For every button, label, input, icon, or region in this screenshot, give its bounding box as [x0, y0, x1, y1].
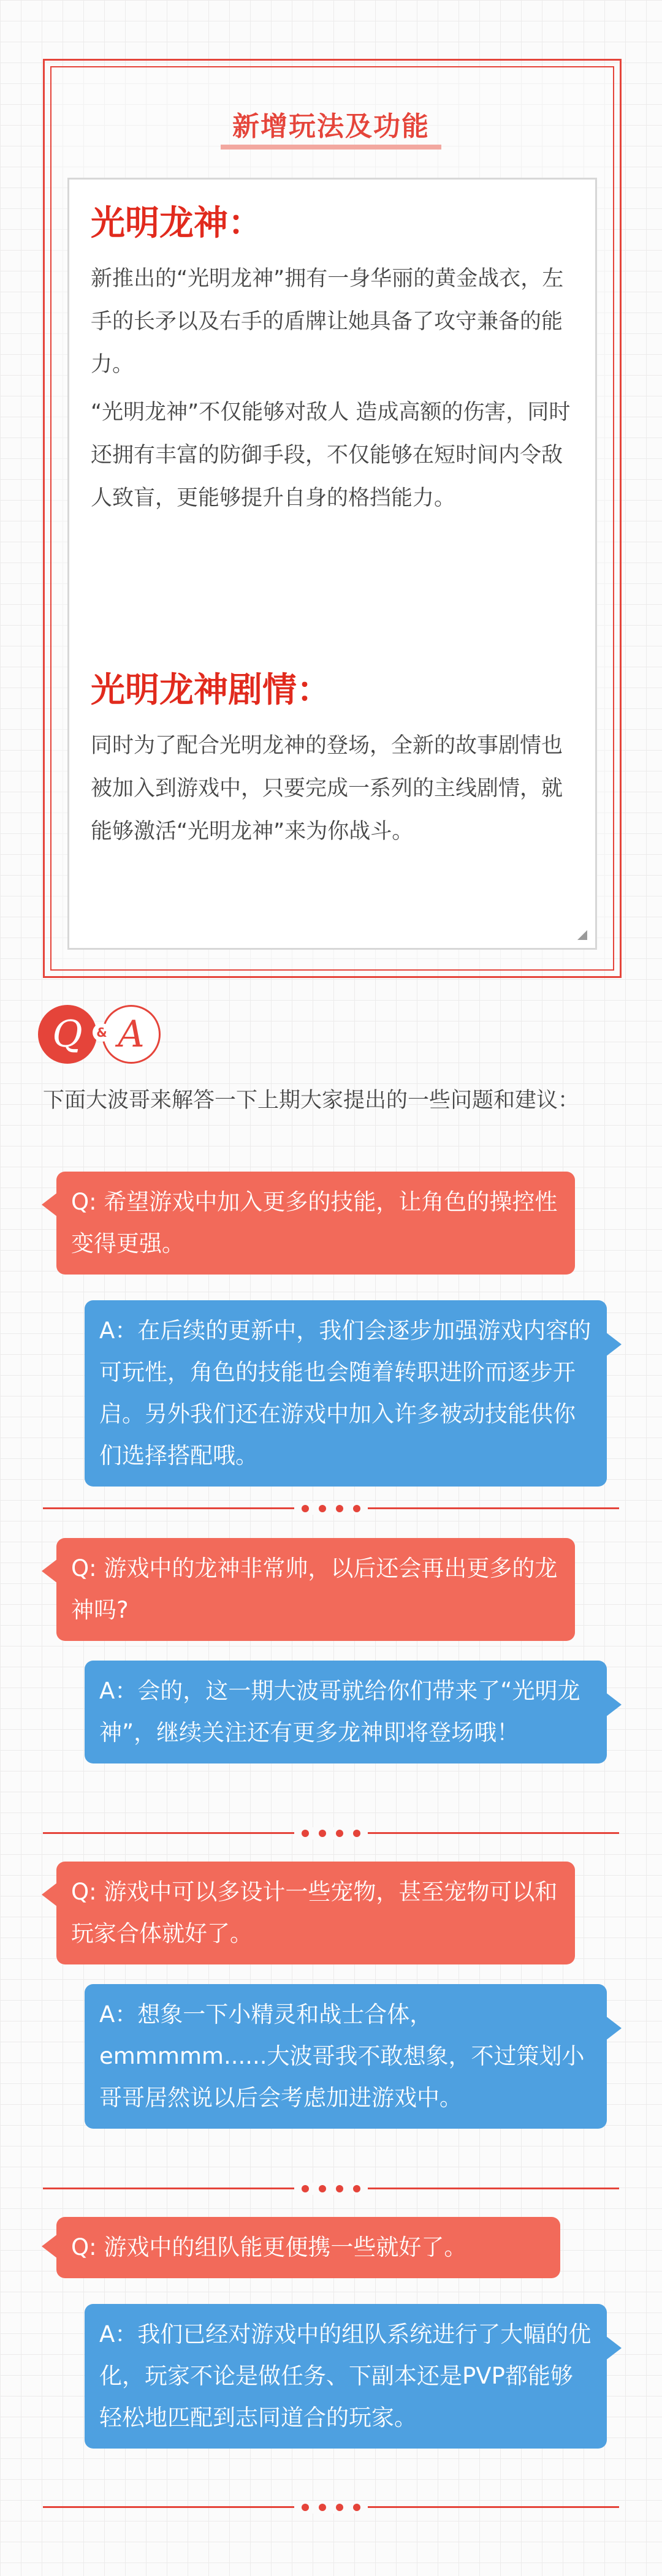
- section-paragraph: 新推出的“光明龙神”拥有一身华丽的黄金战衣，左手的长矛以及右手的盾牌让她具备了攻守兼备的能力。: [91, 267, 564, 377]
- answer-bubble: A：在后续的更新中，我们会逐步加强游戏内容的可玩性，角色的技能也会随着转职进阶而逐步开启。另外我们还在游戏中加入许多被动技能供你们选择搭配哦。: [85, 1300, 607, 1487]
- qa-intro-text: 下面大波哥来解答一下上期大家提出的一些问题和建议：: [43, 1088, 580, 1113]
- panel-title: 新增玩法及功能: [232, 111, 430, 142]
- qa-badge: [38, 1005, 161, 1066]
- answer-bubble: A：我们已经对游戏中的组队系统进行了大幅的优化，玩家不论是做任务、下副本还是PVP都能够轻松地匹配到志同道合的玩家。: [85, 2304, 607, 2449]
- title-underline: [221, 145, 441, 150]
- resize-handle-icon[interactable]: [577, 930, 587, 940]
- section-heading-dragon-god: 光明龙神：: [91, 203, 262, 243]
- question-bubble: Q: 游戏中的组队能更便携一些就好了。: [56, 2217, 560, 2278]
- separator: [43, 2181, 619, 2196]
- answer-bubble: A：会的，这一期大波哥就给你们带来了“光明龙神”，继续关注还有更多龙神即将登场哦！: [85, 1661, 607, 1763]
- q-letter-icon: Q: [38, 1005, 97, 1064]
- question-bubble: Q: 游戏中的龙神非常帅，以后还会再出更多的龙神吗?: [56, 1538, 575, 1641]
- section-paragraph: 同时为了配合光明龙神的登场，全新的故事剧情也被加入到游戏中，只要完成一系列的主线剧情，就能够激活“光明龙神”来为你战斗。: [91, 733, 563, 844]
- separator: [43, 1826, 619, 1841]
- separator: [43, 2500, 619, 2515]
- a-letter-icon: A: [102, 1005, 161, 1064]
- question-bubble: Q: 游戏中可以多设计一些宠物，甚至宠物可以和玩家合体就好了。: [56, 1862, 575, 1964]
- section-paragraph: “光明龙神”不仅能够对敌人 造成高额的伤害，同时还拥有丰富的防御手段，不仅能够在短时间内令敌人致盲，更能够提升自身的格挡能力。: [91, 400, 571, 510]
- question-bubble: Q: 希望游戏中加入更多的技能，让角色的操控性变得更强。: [56, 1172, 575, 1275]
- separator: [43, 1501, 619, 1516]
- ampersand-icon: &: [93, 1023, 111, 1042]
- section-heading-story: 光明龙神剧情：: [91, 670, 331, 710]
- answer-bubble: A：想象一下小精灵和战士合体，emmmmm......大波哥我不敢想象，不过策划小哥哥居然说以后会考虑加进游戏中。: [85, 1984, 607, 2129]
